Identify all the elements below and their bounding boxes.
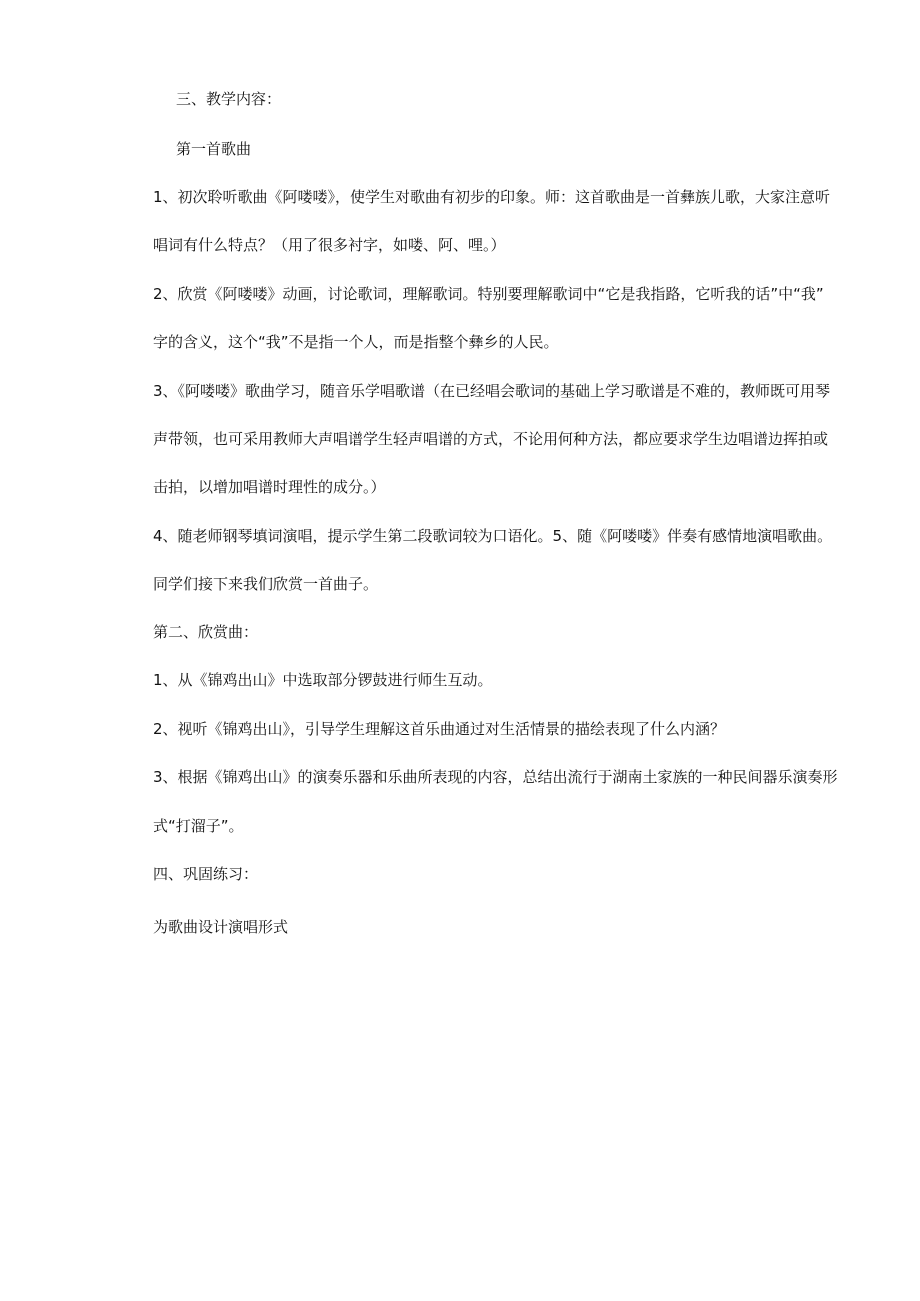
paragraph-line: 击拍，以增加唱谱时理性的成分。） (153, 478, 386, 496)
paragraph-line: 3、根据《锦鸡出山》的演奏乐器和乐曲所表现的内容，总结出流行于湖南土家族的一种民间器乐演奏形 (153, 768, 838, 786)
paragraph-line: 声带领，也可采用教师大声唱谱学生轻声唱谱的方式，不论用何种方法，都应要求学生边唱谱边挥拍或 (153, 430, 829, 448)
paragraph-line: 2、视听《锦鸡出山》，引导学生理解这首乐曲通过对生活情景的描绘表现了什么内涵？ (153, 720, 726, 738)
paragraph-line: 同学们接下来我们欣赏一首曲子。 (153, 575, 379, 593)
paragraph-line: 为歌曲设计演唱形式 (153, 918, 289, 936)
paragraph-line: 字的含义，这个“我”不是指一个人，而是指整个彝乡的人民。 (153, 333, 559, 351)
paragraph-line: 1、从《锦鸡出山》中选取部分锣鼓进行师生互动。 (153, 671, 493, 689)
paragraph-line: 唱词有什么特点？（用了很多衬字，如喽、阿、哩。） (153, 236, 506, 254)
section-heading-consolidation: 四、巩固练习： (153, 865, 259, 883)
paragraph-line: 4、随老师钢琴填词演唱，提示学生第二段歌词较为口语化。5、随《阿喽喽》伴奏有感情地演唱歌曲。 (153, 527, 833, 545)
paragraph-line: 2、欣赏《阿喽喽》动画，讨论歌词，理解歌词。特别要理解歌词中“它是我指路，它听我的话”中“我” (153, 285, 824, 303)
paragraph-line: 1、初次聆听歌曲《阿喽喽》，使学生对歌曲有初步的印象。师：这首歌曲是一首彝族儿歌，大家注意听 (153, 188, 831, 206)
subheading-second-appreciation: 第二、欣赏曲： (153, 623, 259, 641)
section-heading-teaching-content: 三、教学内容： (176, 90, 282, 108)
subheading-first-song: 第一首歌曲 (176, 140, 252, 158)
paragraph-line: 式“打溜子”。 (153, 817, 244, 835)
paragraph-line: 3、《阿喽喽》歌曲学习，随音乐学唱歌谱（在已经唱会歌词的基础上学习歌谱是不难的，教师既可用琴 (153, 382, 831, 400)
